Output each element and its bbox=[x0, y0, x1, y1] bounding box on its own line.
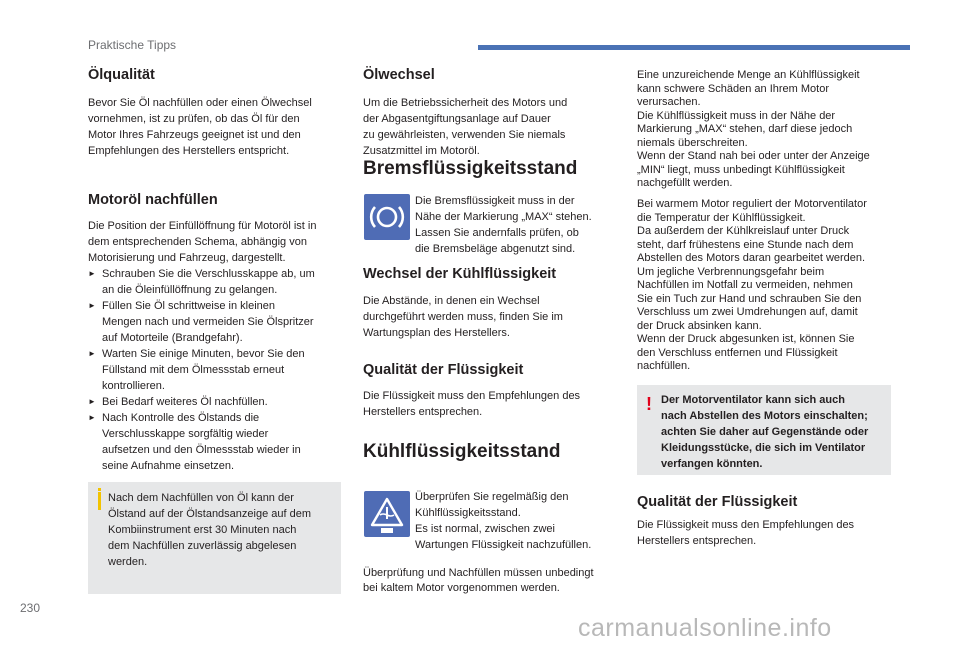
coolant-note-text: Überprüfung und Nachfüllen müssen unbedingt bei kaltem Motor vorgenommen werden. bbox=[363, 567, 594, 594]
section-label: Praktische Tipps bbox=[88, 38, 177, 52]
fluid-quality-text: Die Flüssigkeit muss den Empfehlungen des Herstellers entsprechen. bbox=[363, 390, 581, 418]
heading-fluid-quality-2: Qualität der Flüssigkeit bbox=[637, 494, 798, 510]
coolant-warning-icon bbox=[364, 491, 410, 537]
info-icon-bar bbox=[98, 492, 101, 510]
list-item: ► Warten Sie einige Minuten, bevor Sie den Füllstand mit dem Ölmessstab erneut kontrollieren. bbox=[88, 346, 316, 394]
list-item: ► Füllen Sie Öl schrittweise in kleinen Mengen nach und vermeiden Sie Ölspritzer auf Motorteile (Brandgefahr). bbox=[88, 298, 316, 346]
coolant-info-text-1: Eine unzureichende Menge an Kühlflüssigkeit kann schwere Schäden an Ihrem Motor verursachen. Die Kühlflüssigkeit muss in der Nähe der Markierung „MAX“ stehen, darf diese jedoch niemals überschreiten. Wenn der Stand nah bei oder unter der Anzeige „MIN“ liegt, muss unbedingt Kühlflüssigkeit nachgefüllt werden. bbox=[637, 69, 870, 189]
info-icon bbox=[98, 488, 101, 491]
fluid-quality-text-2: Die Flüssigkeit muss den Empfehlungen des Herstellers entsprechen. bbox=[637, 519, 855, 547]
heading-fluid-quality: Qualität der Flüssigkeit bbox=[363, 362, 524, 378]
watermark: carmanualsonline.info bbox=[578, 614, 832, 642]
header-accent-bar bbox=[478, 45, 910, 50]
heading-oil-quality: Ölqualität bbox=[88, 67, 155, 83]
heading-coolant-level: Kühlflüssigkeitsstand bbox=[363, 441, 561, 462]
heading-oil-change: Ölwechsel bbox=[363, 67, 435, 83]
page-number: 230 bbox=[20, 601, 41, 615]
coolant-info-text-2: Bei warmem Motor reguliert der Motorventilator die Temperatur der Kühlflüssigkeit. Da außerdem der Kühlkreislauf unter Druck steht, darf frühestens eine Stunde nach dem Abstellen des Motors daran gearbeitet werden. Um jegliche Verbrennungsgefahr beim Nachfüllen im Notfall zu vermeiden, nehmen Sie ein Tuch zur Hand und schrauben Sie den Verschluss um zwei Umdrehungen auf, damit der Druck absinken kann. Wenn der Druck abgesunken ist, können Sie den Verschluss entfernen und Flüssigkeit nachfüllen. bbox=[637, 198, 867, 372]
warning-box-fan bbox=[637, 385, 891, 475]
list-item: ► Nach Kontrolle des Ölstands die Verschlusskappe sorgfältig wieder aufsetzen und den Ölmessstab wieder in seine Aufnahme einsetzen. bbox=[88, 410, 316, 474]
coolant-level-text: Überprüfen Sie regelmäßig den Kühlflüssigkeitsstand. Es ist normal, zwischen zwei Wartungen Flüssigkeit nachzufüllen. bbox=[415, 491, 592, 551]
warning-text: Der Motorventilator kann sich auch nach Abstellen des Motors einschalten; achten Sie daher auf Gegenstände oder Kleidungsstücke, die sich im Ventilator verfangen könnten. bbox=[661, 394, 869, 470]
list-item: ► Schrauben Sie die Verschlusskappe ab, um an die Öleinfüllöffnung zu gelangen. bbox=[88, 266, 316, 298]
heading-coolant-change: Wechsel der Kühlflüssigkeit bbox=[363, 266, 557, 282]
brake-fluid-icon bbox=[364, 194, 410, 240]
coolant-change-text: Die Abstände, in denen ein Wechsel durchgeführt werden muss, finden Sie im Wartungsplan des Herstellers. bbox=[363, 295, 563, 339]
warning-icon: ! bbox=[646, 394, 652, 414]
brake-fluid-text: Die Bremsflüssigkeit muss in der Nähe der Markierung „MAX“ stehen. Lassen Sie andernfalls prüfen, ob die Bremsbeläge abgenutzt sind. bbox=[415, 195, 592, 255]
list-item: ► Bei Bedarf weiteres Öl nachfüllen. bbox=[88, 394, 316, 410]
oil-change-text: Um die Betriebssicherheit des Motors und der Abgasentgiftungsanlage auf Dauer zu gewährleisten, verwenden Sie niemals Zusatzmittel im Motoröl. bbox=[363, 97, 568, 157]
oil-quality-text: Bevor Sie Öl nachfüllen oder einen Ölwechsel vornehmen, ist zu prüfen, ob das Öl für den Motor Ihres Fahrzeugs geeignet ist und den Empfehlungen des Herstellers entspricht. bbox=[88, 97, 312, 157]
heading-brake-fluid: Bremsflüssigkeitsstand bbox=[363, 158, 578, 179]
info-text: Nach dem Nachfüllen von Öl kann der Ölstand auf der Ölstandsanzeige auf dem Kombiinstrument erst 30 Minuten nach dem Nachfüllen zuverlässig abgelesen werden. bbox=[108, 492, 312, 568]
heading-oil-refill: Motoröl nachfüllen bbox=[88, 192, 218, 208]
oil-refill-steps bbox=[88, 266, 316, 474]
info-box-oil-level bbox=[88, 482, 341, 594]
oil-refill-text: Die Position der Einfüllöffnung für Motoröl ist in dem entsprechenden Schema, abhängig von Motorisierung und Fahrzeug, dargestellt. ► Schrauben Sie die Verschlusskappe ab, um an die Öleinfüllöffnung zu gelangen. ► Füllen Sie Öl schrittweise in kleinen Mengen nach und vermeiden Sie Ölspritzer auf Motorteile (Brandgefahr). ► Warten Sie einige Minuten, bevor Sie den Füllstand mit dem Ölmessstab erneut kontrollieren. ► Bei Bedarf weiteres Öl nachfüllen. ► Nach Kontrolle des Ölstands die Verschlusskappe sorgfältig wieder aufsetzen und den Ölmessstab wieder in seine Aufnahme einsetzen. bbox=[88, 218, 316, 474]
